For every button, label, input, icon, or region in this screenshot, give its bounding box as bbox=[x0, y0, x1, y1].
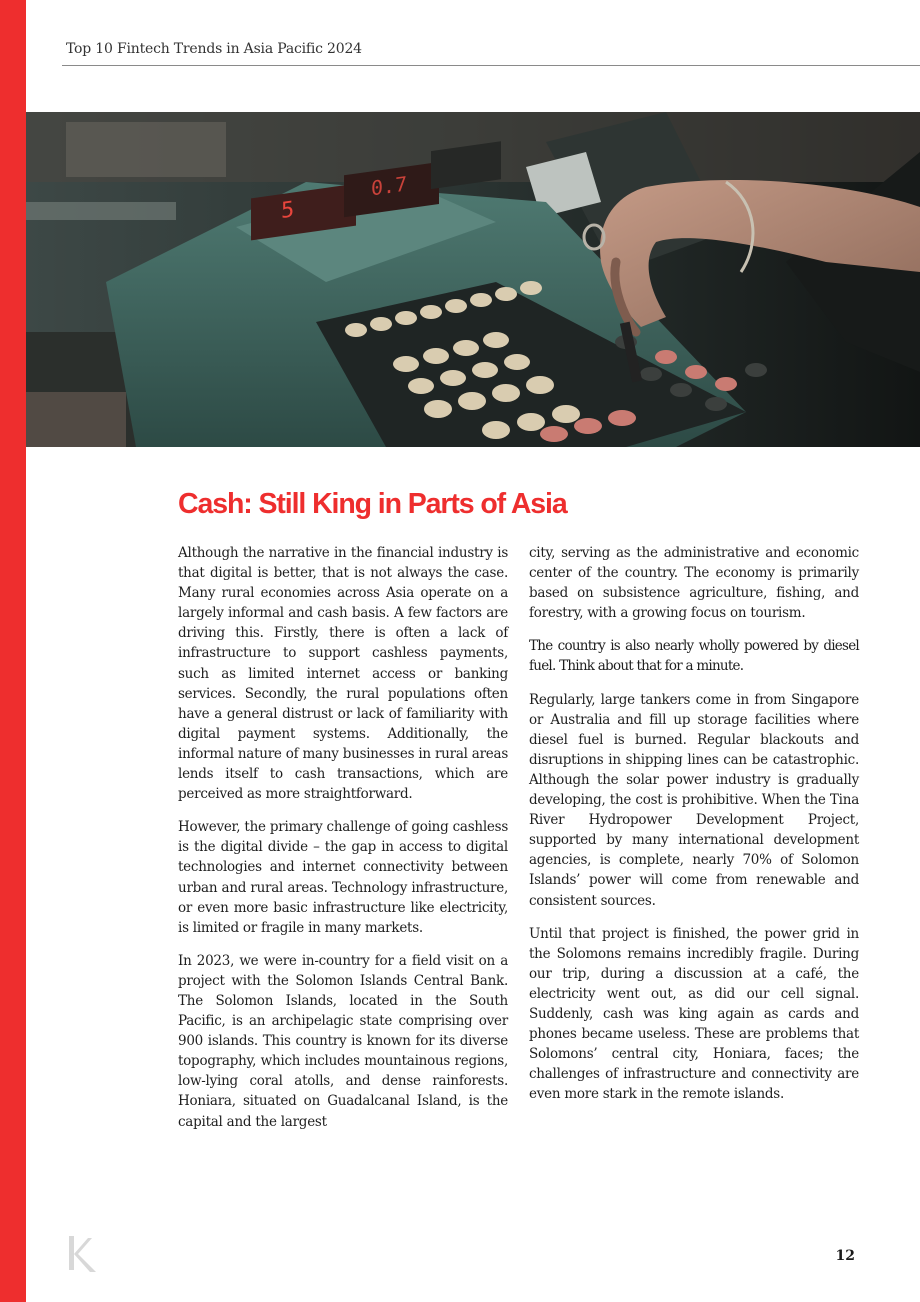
running-header: Top 10 Fintech Trends in Asia Pacific 2024 bbox=[66, 41, 362, 57]
paragraph: In 2023, we were in-country for a field visit on a project with the Solomon Islands Central Bank. The Solomon Islands, located in the South Pacific, is an archipelagic state comprising over 900 islands. This country is known for its diverse topography, which includes mountainous regions, low-lying coral atolls, and dense rainforests. Honiara, situated on Guadalcanal Island, is the capital and the largest bbox=[178, 952, 508, 1130]
article-column-right bbox=[529, 543, 859, 1117]
svg-text:5: 5 bbox=[281, 196, 295, 225]
paragraph: Until that project is finished, the power grid in the Solomons remains incredibly fragile. During our trip, during a discussion at a café, the electricity went out, as did our cell signal. Suddenly, cash was king again as cards and phones became useless. These are problems that Solomons’ central city, Honiara, faces; the challenges of infrastructure and connectivity are even more stark in the remote islands. bbox=[529, 925, 859, 1103]
paragraph: city, serving as the administrative and economic center of the country. The economy is primarily based on subsistence agriculture, fishing, and forestry, with a growing focus on tourism. bbox=[529, 545, 859, 622]
page-number: 12 bbox=[835, 1248, 855, 1264]
paragraph: However, the primary challenge of going cashless is the digital divide – the gap in access to digital technologies and internet connectivity between urban and rural areas. Technology infrastructure, or even more basic infrastructure like electricity, is limited or fragile in many markets. bbox=[178, 819, 508, 936]
header-divider bbox=[62, 65, 920, 66]
svg-text:0.7: 0.7 bbox=[371, 171, 408, 201]
paragraph: Although the narrative in the financial industry is that digital is better, that is not always the case. Many rural economies across Asia operate on a largely informal and cash basis. A few factors are driving this. Firstly, there is often a lack of infrastructure to support cashless payments, such as limited internet access or banking services. Secondly, the rural populations often have a general distrust or lack of familiarity with digital payment systems. Additionally, the informal nature of many businesses in rural areas lends itself to cash transactions, which are perceived as more straightforward. bbox=[178, 545, 508, 803]
accent-side-bar bbox=[0, 0, 26, 1302]
k-logo-icon bbox=[66, 1234, 102, 1274]
paragraph: Regularly, large tankers come in from Singapore or Australia and fill up storage facilities where diesel fuel is burned. Regular blackouts and disruptions in shipping lines can be catastrophic. Although the solar power industry is gradually developing, the cost is prohibitive. When the Tina River Hydropower Development Project, supported by many international development agencies, is complete, nearly 70% of Solomon Islands’ power will come from renewable and consistent sources. bbox=[529, 691, 859, 909]
article-column-left bbox=[178, 543, 508, 1145]
article-headline: Cash: Still King in Parts of Asia bbox=[178, 488, 567, 520]
cash-register-photo bbox=[26, 112, 920, 447]
paragraph: The country is also nearly wholly powered by diesel fuel. Think about that for a minute. bbox=[529, 638, 859, 675]
